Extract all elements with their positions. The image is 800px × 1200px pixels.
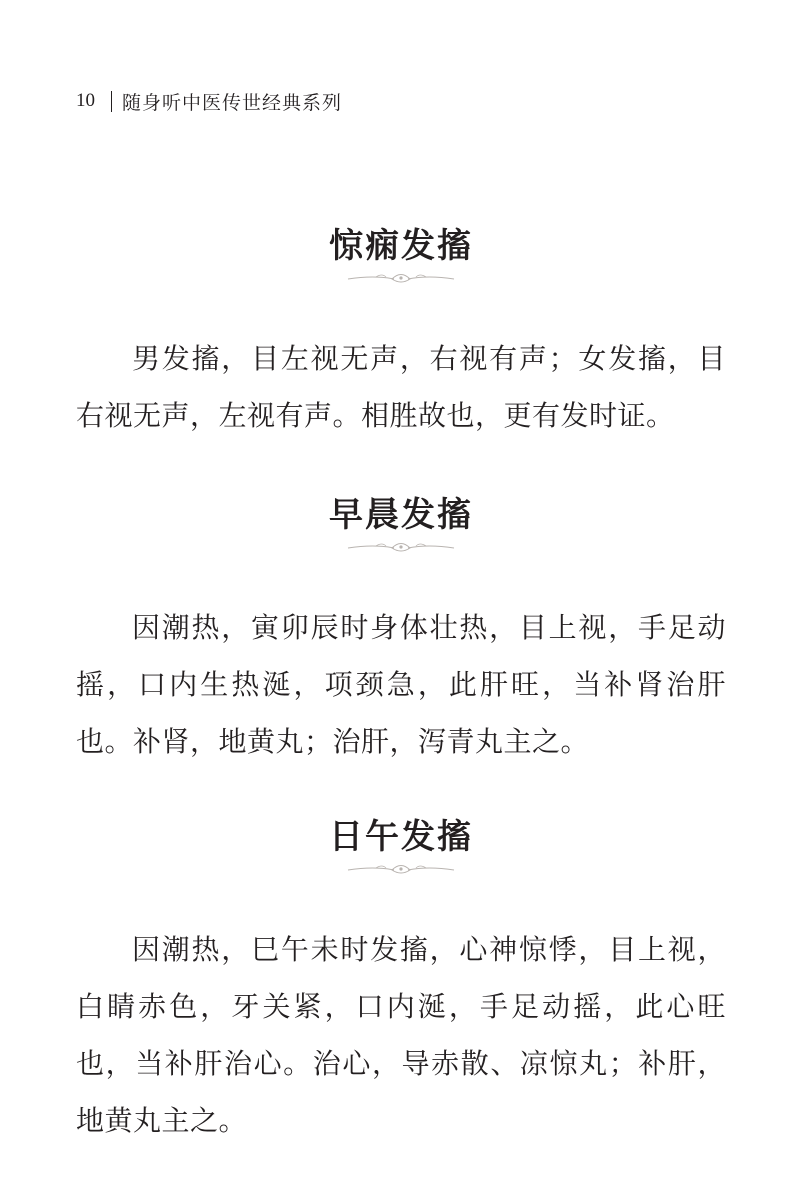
header-divider <box>111 91 112 112</box>
section-body: 男发搐，目左视无声，右视有声；女发搐，目右视无声，左视有声。相胜故也，更有发时证。 <box>76 342 726 432</box>
section-zaochen-fachu <box>76 493 726 770</box>
floral-divider-icon <box>346 270 456 286</box>
floral-divider-icon <box>346 539 456 555</box>
running-header <box>76 86 342 116</box>
series-title: 随身听中医传世经典系列 <box>122 91 343 114</box>
section-heading: 惊痫发搐 <box>329 226 473 266</box>
section-body: 因潮热，巳午未时发搐，心神惊悸，目上视，白睛赤色，牙关紧，口内涎，手足动摇，此心旺也，当补肝治心。治心，导赤散、凉惊丸；补肝，地黄丸主之。 <box>76 933 726 1137</box>
floral-divider-icon <box>346 861 456 877</box>
page-number: 10 <box>76 90 95 111</box>
section-heading: 日午发搐 <box>329 817 473 857</box>
section-body: 因潮热，寅卯辰时身体壮热，目上视，手足动摇，口内生热涎，项颈急，此肝旺，当补肾治肝也。补肾，地黄丸；治肝，泻青丸主之。 <box>76 611 726 758</box>
section-heading: 早晨发搐 <box>329 495 473 535</box>
section-jingxian-fachu <box>76 224 726 444</box>
section-riwu-fachu <box>76 815 726 1149</box>
